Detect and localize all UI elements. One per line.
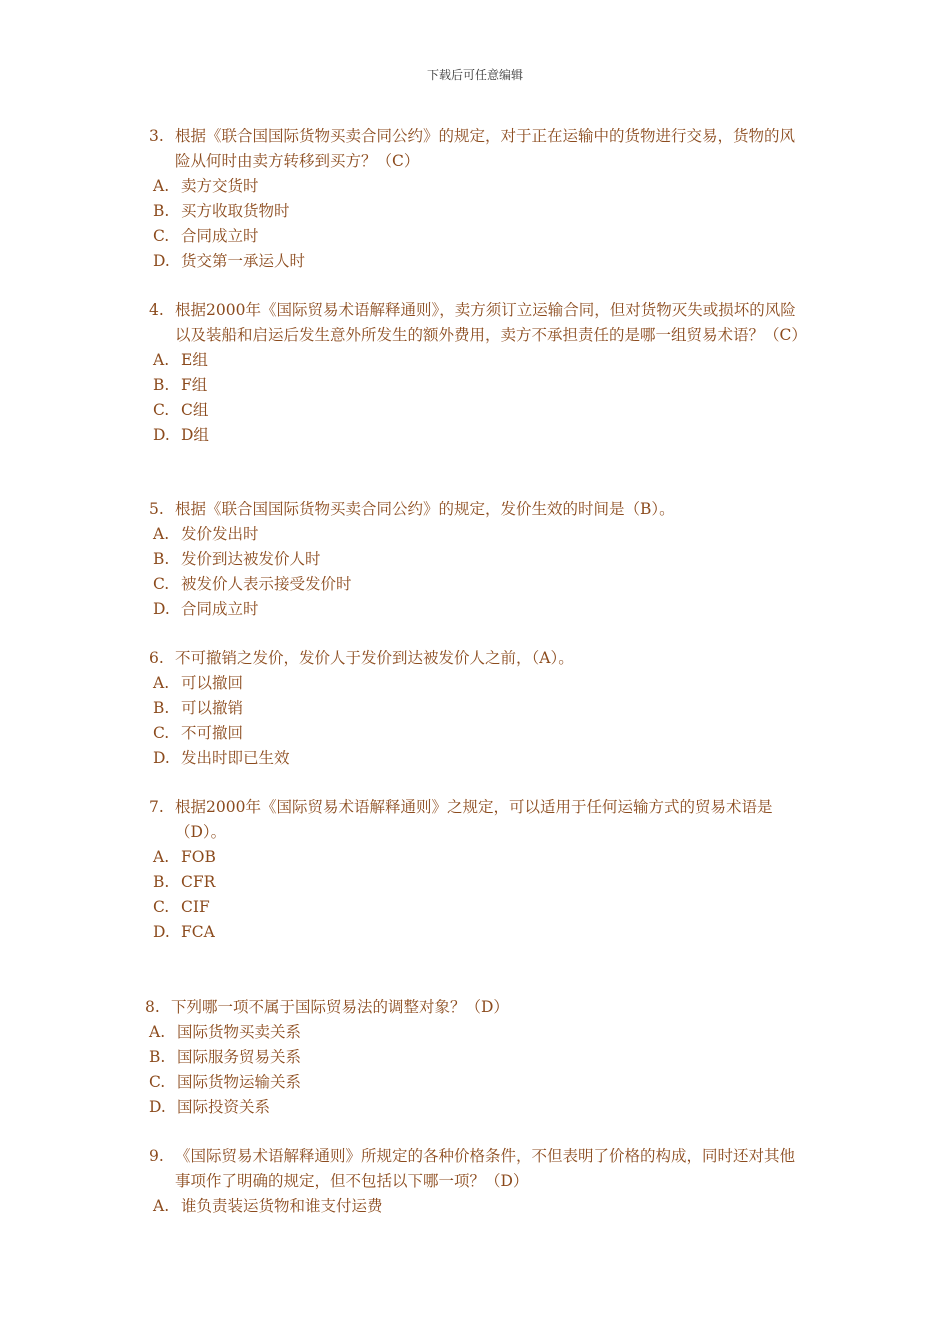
option-text: 买方收取货物时 xyxy=(181,202,290,220)
option-label: A. xyxy=(153,351,170,369)
option-text: D组 xyxy=(181,426,209,444)
option-text: 可以撤回 xyxy=(181,674,244,692)
option-label: A. xyxy=(153,674,170,692)
option-text: 不可撤回 xyxy=(181,724,244,742)
option-label: D. xyxy=(153,426,170,444)
option-b xyxy=(153,696,807,721)
question-stem xyxy=(149,497,807,522)
question-stem xyxy=(149,298,807,348)
option-d xyxy=(153,249,807,274)
option-a xyxy=(153,671,807,696)
option-text: 国际货物运输关系 xyxy=(177,1073,302,1091)
option-label: D. xyxy=(153,923,170,941)
question-text: 不可撤销之发价，发价人于发价到达被发价人之前，（A）。 xyxy=(175,649,574,667)
question-stem xyxy=(149,1144,807,1194)
option-d xyxy=(153,746,807,771)
question-text: 根据《联合国国际货物买卖合同公约》的规定，对于正在运输中的货物进行交易，货物的风险从何时由卖方转移到买方？（C） xyxy=(175,127,796,170)
option-a xyxy=(153,1194,807,1219)
option-a xyxy=(149,1020,803,1045)
option-text: CFR xyxy=(181,873,216,891)
option-text: CIF xyxy=(181,898,210,916)
option-label: B. xyxy=(149,1048,166,1066)
question-stem xyxy=(149,124,807,174)
option-text: 发出时即已生效 xyxy=(181,749,290,767)
option-b xyxy=(153,373,807,398)
option-c xyxy=(153,721,807,746)
option-text: C组 xyxy=(181,401,209,419)
option-c xyxy=(153,398,807,423)
option-text: E组 xyxy=(181,351,208,369)
option-a xyxy=(153,522,807,547)
option-b xyxy=(149,1045,803,1070)
option-text: 国际服务贸易关系 xyxy=(177,1048,302,1066)
page-header: 下载后可任意编辑 xyxy=(426,68,523,82)
option-label: B. xyxy=(153,550,170,568)
option-c xyxy=(149,1070,803,1095)
question-stem xyxy=(149,646,807,671)
option-a xyxy=(153,174,807,199)
option-text: 被发价人表示接受发价时 xyxy=(181,575,352,593)
option-text: 发价发出时 xyxy=(181,525,259,543)
question-number: 3. xyxy=(149,127,164,145)
option-d xyxy=(149,1095,803,1120)
option-b xyxy=(153,199,807,224)
question-text: 下列哪一项不属于国际贸易法的调整对象？（D） xyxy=(171,998,509,1016)
option-c xyxy=(153,224,807,249)
option-label: C. xyxy=(153,724,170,742)
option-text: 国际投资关系 xyxy=(177,1098,271,1116)
option-text: F组 xyxy=(181,376,208,394)
question-text: 《国际贸易术语解释通则》所规定的各种价格条件，不但表明了价格的构成，同时还对其他事项作了明确的规定，但不包括以下哪一项？（D） xyxy=(175,1147,796,1190)
option-d xyxy=(153,920,807,945)
option-text: FOB xyxy=(181,848,216,866)
question-number: 9. xyxy=(149,1147,164,1165)
question-number: 5. xyxy=(149,500,164,518)
option-label: D. xyxy=(153,252,170,270)
option-text: 国际货物买卖关系 xyxy=(177,1023,302,1041)
option-d xyxy=(153,423,807,448)
question-number: 7. xyxy=(149,798,164,816)
option-label: A. xyxy=(153,177,170,195)
option-label: C. xyxy=(153,575,170,593)
option-label: B. xyxy=(153,376,170,394)
question-text: 根据2000年《国际贸易术语解释通则》，卖方须订立运输合同，但对货物灭失或损坏的风险以及装船和启运后发生意外所发生的额外费用，卖方不承担责任的是哪一组贸易术语？（C） xyxy=(175,301,807,344)
option-text: 合同成立时 xyxy=(181,227,259,245)
option-label: C. xyxy=(153,227,170,245)
question-9 xyxy=(149,1144,807,1219)
option-text: 可以撤销 xyxy=(181,699,244,717)
question-text: 根据《联合国国际货物买卖合同公约》的规定，发价生效的时间是（B）。 xyxy=(175,500,675,518)
option-label: C. xyxy=(153,898,170,916)
option-c xyxy=(153,572,807,597)
question-8 xyxy=(145,995,803,1120)
option-a xyxy=(153,348,807,373)
question-6 xyxy=(149,646,807,771)
option-label: C. xyxy=(153,401,170,419)
question-number: 6. xyxy=(149,649,164,667)
option-d xyxy=(153,597,807,622)
option-text: 合同成立时 xyxy=(181,600,259,618)
option-b xyxy=(153,870,807,895)
question-7 xyxy=(149,795,807,945)
question-number: 4. xyxy=(149,301,164,319)
question-4 xyxy=(149,298,807,448)
question-5 xyxy=(149,497,807,622)
option-label: A. xyxy=(153,525,170,543)
option-label: D. xyxy=(153,600,170,618)
option-label: C. xyxy=(149,1073,166,1091)
option-text: 卖方交货时 xyxy=(181,177,259,195)
question-number: 8. xyxy=(145,998,160,1016)
option-a xyxy=(153,845,807,870)
question-stem xyxy=(149,795,807,845)
option-text: 谁负责装运货物和谁支付运费 xyxy=(181,1197,383,1215)
option-c xyxy=(153,895,807,920)
option-label: B. xyxy=(153,202,170,220)
option-label: B. xyxy=(153,873,170,891)
option-text: 发价到达被发价人时 xyxy=(181,550,321,568)
option-label: D. xyxy=(153,749,170,767)
question-stem xyxy=(145,995,803,1020)
option-label: A. xyxy=(153,1197,170,1215)
option-label: A. xyxy=(153,848,170,866)
question-3 xyxy=(149,124,807,274)
option-label: A. xyxy=(149,1023,166,1041)
option-b xyxy=(153,547,807,572)
option-text: FCA xyxy=(181,923,215,941)
option-label: D. xyxy=(149,1098,166,1116)
question-text: 根据2000年《国际贸易术语解释通则》之规定，可以适用于任何运输方式的贸易术语是（D）。 xyxy=(175,798,773,841)
option-text: 货交第一承运人时 xyxy=(181,252,306,270)
option-label: B. xyxy=(153,699,170,717)
